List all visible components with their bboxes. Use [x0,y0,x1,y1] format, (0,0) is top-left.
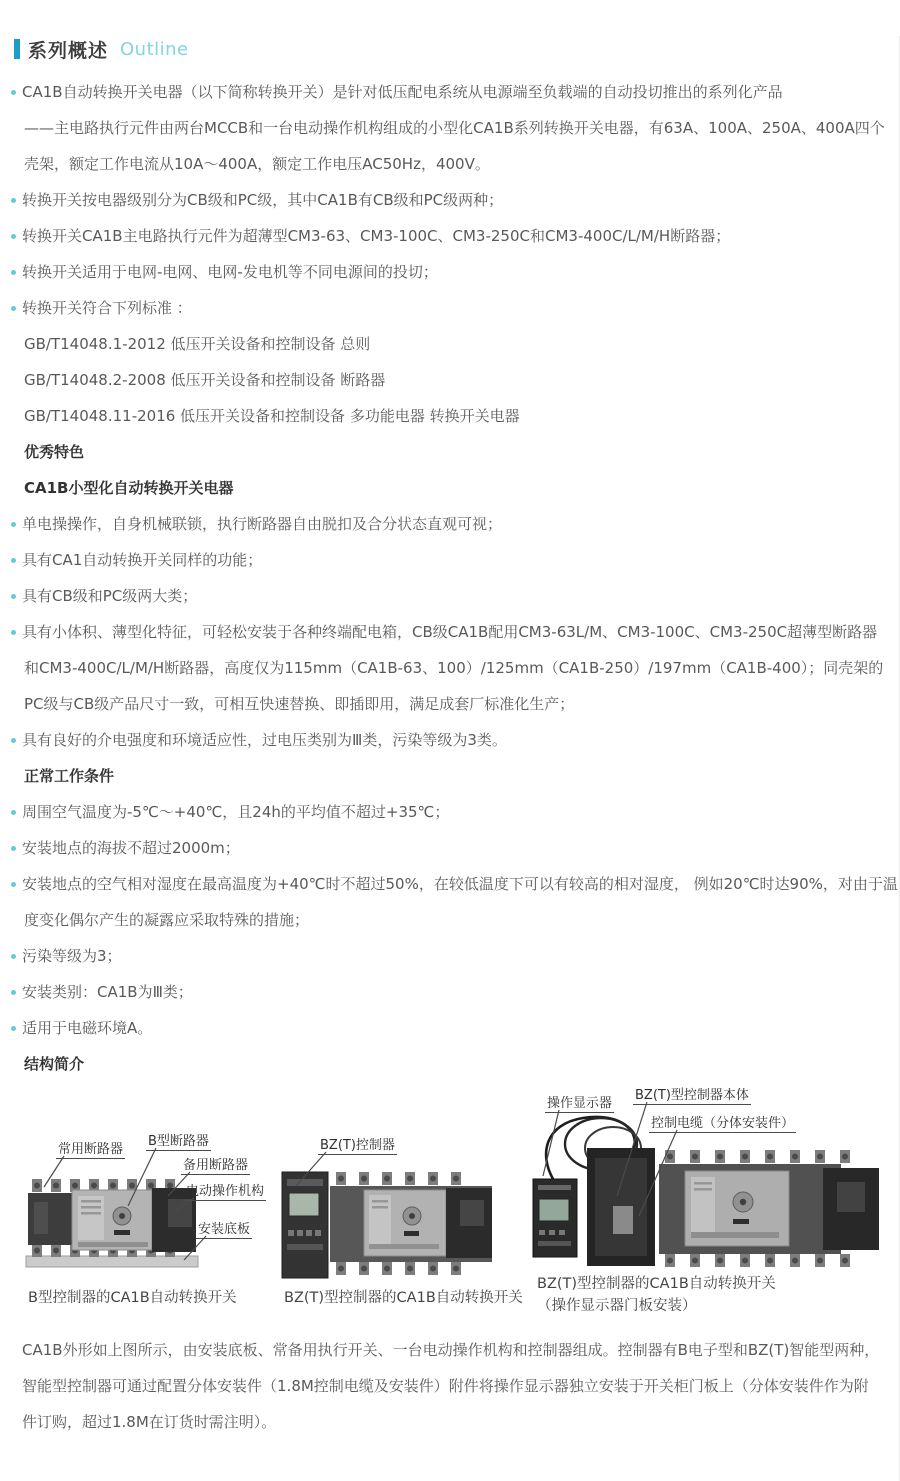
list-item: 周围空气温度为-5℃～+40℃，且24h的平均值不超过+35℃； [0,794,899,830]
list-item: 具有CA1自动转换开关同样的功能； [0,542,899,578]
list-item: 具有良好的介电强度和环境适应性，过电压类别为Ⅲ类，污染等级为3类。 [0,722,899,758]
list-item: 转换开关符合下列标准 ： [0,290,899,326]
section-title-en: Outline [120,38,189,60]
figure-callout-label: BZ(T)控制器 [318,1134,397,1155]
title-accent-bar-icon [14,39,20,59]
section-heading: CA1B小型化自动转换开关电器 [24,479,234,497]
list-item: 污染等级为3； [0,938,899,974]
list-item: 度变化偶尔产生的凝露应采取特殊的措施； [24,911,310,929]
list-item: 转换开关适用于电网-电网、电网-发电机等不同电源间的投切； [0,254,899,290]
section-title-cn: 系列概述 [28,39,109,62]
section-heading: 优秀特色 [24,443,85,461]
section-heading: 正常工作条件 [24,767,115,785]
figure-caption [537,1272,776,1315]
figure-callout-label: 常用断路器 [56,1138,125,1159]
body-paragraph: CA1B外形如上图所示，由安装底板、常备用执行开关、一台电动操作机构和控制器组成。控制器有B电子型和BZ(T)智能型两种，智能型控制器可通过配置分体安装件（1.8M控制电缆及安装件）附件将操作显示器独立安装于开关柜门板上（分体安装件作为附件订购，超过1.8M在订货时需注明）。 [22,1341,880,1431]
list-item: 适用于电磁环境A。 [0,1010,899,1046]
figure-callout-label: BZ(T)型控制器本体 [633,1084,751,1105]
list-item: CA1B自动转换开关电器（以下简称转换开关）是针对低压配电系统从电源端至负载端的自动投切推出的系列化产品 [0,74,899,110]
figure-caption: BZ(T)型控制器的CA1B自动转换开关 [284,1290,523,1306]
section-heading: 结构简介 [24,1055,85,1073]
list-item: 转换开关按电器级别分为CB级和PC级，其中CA1B有CB级和PC级两种； [0,182,899,218]
list-item: 安装类别：CA1B为Ⅲ类； [0,974,899,1010]
figure-callout-label: 备用断路器 [181,1154,250,1175]
figure-bzt-switch [280,1094,523,1324]
document-page [0,36,900,1481]
standard-ref: GB/T14048.11-2016 低压开关设备和控制设备 多功能电器 转换开关电器 [24,407,520,425]
section-title [14,36,899,62]
list-item: 单电操操作，自身机械联锁，执行断路器自由脱扣及合分状态直观可视； [0,506,899,542]
list-item: 和CM3-400C/L/M/H断路器，高度仅为115mm（CA1B-63、100）/125mm（CA1B-250）/197mm（CA1B-400）；同壳架的 [24,659,884,677]
figure-callout-label: 安装底板 [196,1218,252,1239]
figure-callout-label: 操作显示器 [545,1092,614,1113]
figure-caption-line2: （操作显示器门板安装） [537,1298,697,1314]
content-body [0,74,899,1082]
list-item: 壳架，额定工作电流从10A～400A，额定工作电压AC50Hz，400V。 [24,155,490,173]
figure-callout-label: 电动操作机构 [184,1180,266,1201]
figure-caption-line1: BZ(T)型控制器的CA1B自动转换开关 [537,1276,776,1292]
list-item: 转换开关CA1B主电路执行元件为超薄型CM3-63、CM3-100C、CM3-250C和CM3-400C/L/M/H断路器； [0,218,899,254]
figure-bzt-switch-door-mount [525,1084,895,1324]
figure-b-type-switch [18,1094,323,1324]
figures-row [0,1084,899,1326]
standard-ref: GB/T14048.1-2012 低压开关设备和控制设备 总则 [24,335,371,353]
list-item: 具有CB级和PC级两大类； [0,578,899,614]
list-item: 安装地点的海拔不超过2000m； [0,830,899,866]
figure-callout-label: 控制电缆（分体安装件） [649,1112,796,1133]
standard-ref: GB/T14048.2-2008 低压开关设备和控制设备 断路器 [24,371,386,389]
figure-caption: B型控制器的CA1B自动转换开关 [28,1290,237,1306]
list-item: PC级与CB级产品尺寸一致，可相互快速替换、即插即用，满足成套厂标准化生产； [24,695,575,713]
list-item: ——主电路执行元件由两台MCCB和一台电动操作机构组成的小型化CA1B系列转换开关电器，有63A、100A、250A、400A四个 [24,119,885,137]
figure-callout-label: B型断路器 [146,1130,211,1151]
list-item: 具有小体积、薄型化特征，可轻松安装于各种终端配电箱，CB级CA1B配用CM3-63L/M、CM3-100C、CM3-250C超薄型断路器 [0,614,899,650]
list-item: 安装地点的空气相对湿度在最高温度为+40℃时不超过50%，在较低温度下可以有较高的相对湿度， 例如20℃时达90%，对由于温 [0,866,899,902]
